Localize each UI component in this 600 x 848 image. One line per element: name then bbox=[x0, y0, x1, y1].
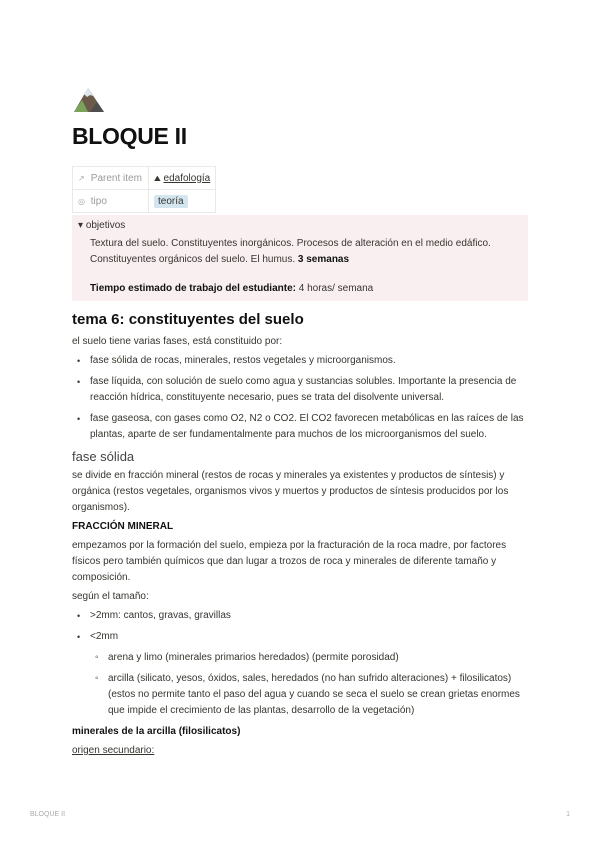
sub-list bbox=[90, 650, 528, 719]
mountain-icon bbox=[72, 84, 106, 114]
toggle-summary[interactable] bbox=[78, 219, 522, 233]
page-number: 1 bbox=[566, 811, 570, 818]
page-footer bbox=[30, 811, 570, 818]
list-item: • fase sólida de rocas, minerales, restos vegetales y microorganismos. bbox=[72, 353, 528, 369]
triangle-down-icon: ▾ bbox=[78, 220, 84, 231]
tipo-tag[interactable]: teoría bbox=[154, 195, 188, 208]
intro-text: el suelo tiene varias fases, está constituido por: bbox=[72, 336, 283, 347]
property-key: Parent item bbox=[90, 172, 142, 184]
list-item: • >2mm: cantos, gravas, gravillas bbox=[72, 608, 528, 624]
toggle-label: objetivos bbox=[85, 220, 126, 231]
tamano-list bbox=[72, 608, 528, 719]
heading-tema-6: tema 6: constituyentes del suelo bbox=[72, 311, 304, 328]
list-item: ◦ arena y limo (minerales primarios heredados) (permite porosidad) bbox=[90, 650, 528, 666]
list-item: ◦ arcilla (silicato, yesos, óxidos, sales, heredados (no han sufrido alteraciones) + filosilicatos) (estos no permite tanto el paso del agua y cuando se seca el suelo se crean grietas enormes que impide el crecimiento de las plantas, desarrollo de la vegetación) bbox=[90, 671, 528, 719]
fases-list bbox=[72, 353, 528, 443]
property-row-parent bbox=[73, 167, 216, 190]
mountain-icon: ⛰ bbox=[154, 173, 161, 183]
property-key: tipo bbox=[90, 195, 107, 207]
footer-title: BLOQUE II bbox=[30, 811, 66, 818]
list-item: • fase gaseosa, con gases como O2, N2 o CO2. El CO2 favorecen metabólicas en las raíces de las plantas, aparte de ser fundamentalmente para muchos de los microorganismos del suelo. bbox=[72, 411, 528, 443]
time-label: Tiempo estimado de trabajo del estudiante: bbox=[90, 283, 296, 294]
list-item bbox=[72, 629, 528, 719]
parent-item-link[interactable]: edafología bbox=[163, 172, 211, 184]
list-item: • fase líquida, con solución de suelo como agua y sustancias solubles. Importante la presencia de reacción hídrica, constituyente necesario, pues se trata del disolvente universal. bbox=[72, 374, 528, 406]
objetivos-duration: 3 semanas bbox=[297, 254, 350, 265]
page-title: BLOQUE II bbox=[72, 123, 187, 149]
properties-table bbox=[72, 166, 216, 213]
objetivos-toggle bbox=[72, 215, 528, 301]
heading-fraccion-mineral: FRACCIÓN MINERAL bbox=[72, 521, 174, 532]
tamano-text: según el tamaño: bbox=[72, 591, 149, 602]
select-icon: ◎ bbox=[78, 196, 85, 206]
heading-minerales-arcilla: minerales de la arcilla (filosilicatos) bbox=[72, 726, 241, 737]
time-value: 4 horas/ semana bbox=[298, 283, 374, 294]
origen-text: origen secundario: bbox=[72, 745, 155, 756]
page-content bbox=[72, 84, 528, 762]
fraccion-text: empezamos por la formación del suelo, empieza por la fracturación de la roca madre, por factores físicos pero también químicos que dan lugar a trozos de roca y minerales de diferente tamaño y composición. bbox=[72, 540, 507, 583]
list-item-text: <2mm bbox=[90, 631, 119, 642]
objetivos-text: Textura del suelo. Constituyentes inorgánicos. Procesos de alteración en el medio edáfico. Constituyentes orgánicos del suelo. El humus. bbox=[90, 238, 491, 265]
property-row-tipo bbox=[73, 190, 216, 213]
fase-solida-text: se divide en fracción mineral (restos de rocas y minerales ya existentes y productos de síntesis) y orgánica (restos vegetales, organismos vivos y muertos y productos de síntesis producidos por los organismos). bbox=[72, 470, 509, 513]
arrow-up-right-icon: ↗ bbox=[78, 173, 85, 183]
heading-fase-solida: fase sólida bbox=[72, 449, 135, 464]
